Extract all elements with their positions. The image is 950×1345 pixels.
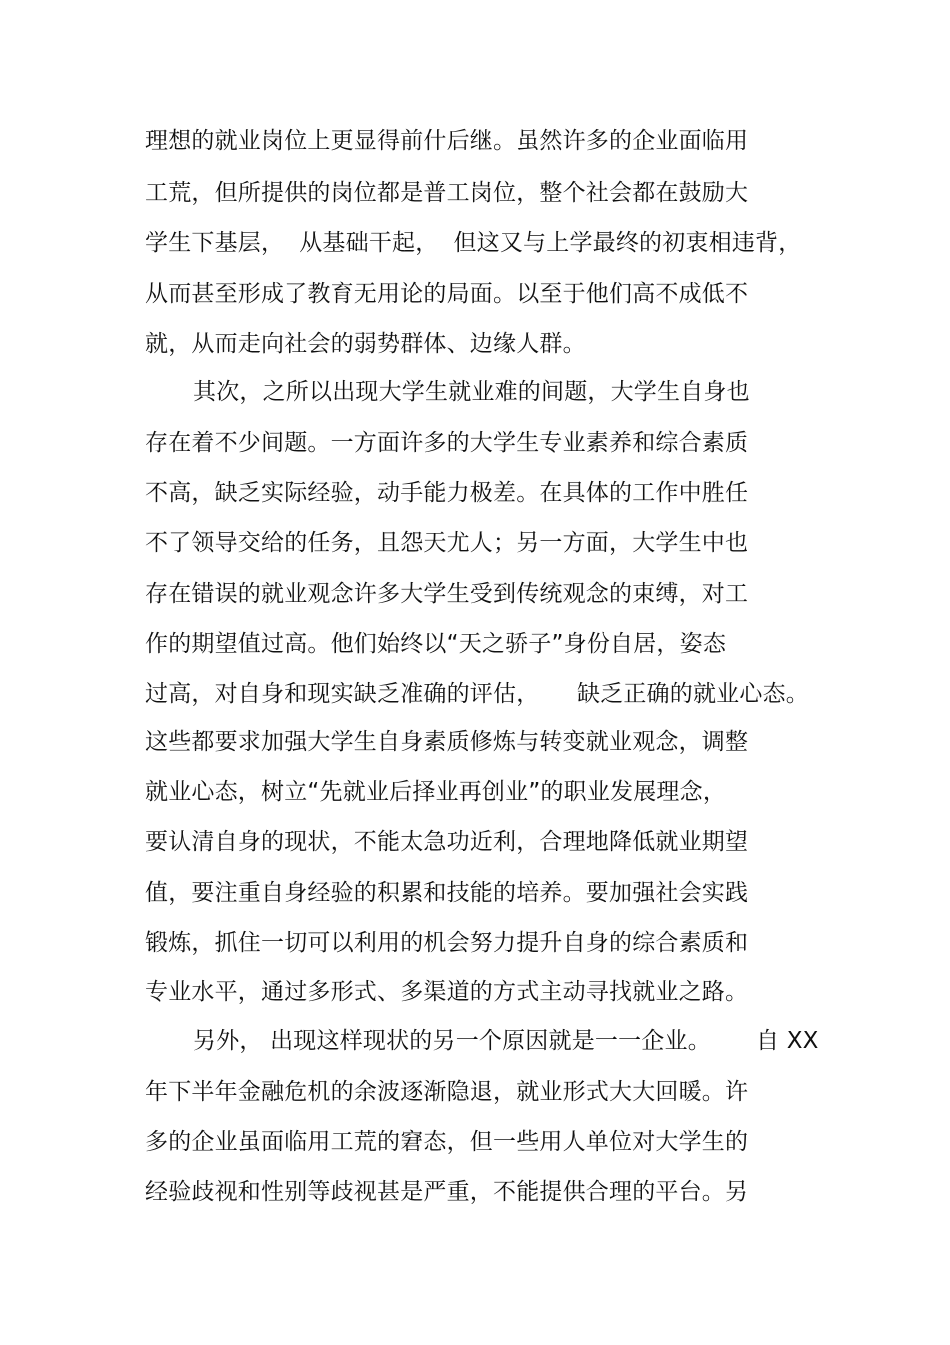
text-line: 存在错误的就业观念许多大学生受到传统观念的束缚，对工 bbox=[145, 581, 749, 607]
text-line: 锻炼，抓住一切可以利用的机会努力提升自身的综合素质和 bbox=[145, 930, 749, 956]
text-line: 存在着不少间题。一方面许多的大学生专业素养和综合素质 bbox=[145, 430, 749, 456]
paragraph-start-line: 另外， 出现这样现状的另一个原因就是一一企业。 自 XX bbox=[193, 1028, 819, 1054]
paragraph-start-line: 其次，之所以出现大学生就业难的间题，大学生自身也 bbox=[193, 379, 750, 405]
text-line: 过高，对自身和现实缺乏准确的评估， 缺乏正确的就业心态。 bbox=[145, 681, 809, 707]
text-line: 要认清自身的现状，不能太急功近利，合理地降低就业期望 bbox=[145, 829, 749, 855]
text-line: 不了领导交给的任务，且怨天尤人；另一方面，大学生中也 bbox=[145, 530, 749, 556]
text-line: 多的企业虽面临用工荒的窘态，但一些用人单位对大学生的 bbox=[145, 1129, 749, 1155]
text-line: 就业心态，树立“先就业后择业再创业”的职业发展理念， bbox=[145, 779, 727, 805]
text-line: 作的期望值过高。他们始终以“天之骄子”身份自居，姿态 bbox=[145, 631, 727, 657]
text-line: 经验歧视和性别等歧视甚是严重，不能提供合理的平台。另 bbox=[145, 1179, 749, 1205]
text-line: 专业水平，通过多形式、多渠道的方式主动寻找就业之路。 bbox=[145, 979, 749, 1005]
text-line: 不高，缺乏实际经验，动手能力极差。在具体的工作中胜任 bbox=[145, 480, 749, 506]
text-line: 理想的就业岗位上更显得前什后继。虽然许多的企业面临用 bbox=[145, 128, 749, 154]
text-line: 从而甚至形成了教育无用论的局面。以至于他们高不成低不 bbox=[145, 281, 749, 307]
text-line: 值，要注重自身经验的积累和技能的培养。要加强社会实践 bbox=[145, 880, 749, 906]
text-line: 工荒，但所提供的岗位都是普工岗位，整个社会都在鼓励大 bbox=[145, 180, 749, 206]
text-line: 就，从而走向社会的弱势群体、边缘人群。 bbox=[145, 331, 586, 357]
text-line: 这些都要求加强大学生自身素质修炼与转变就业观念，调整 bbox=[145, 729, 749, 755]
text-line: 年下半年金融危机的余波逐渐隐退，就业形式大大回暖。许 bbox=[145, 1079, 749, 1105]
text-line: 学生下基层， 从基础干起， 但这又与上学最终的初衷相违背， bbox=[145, 230, 802, 256]
